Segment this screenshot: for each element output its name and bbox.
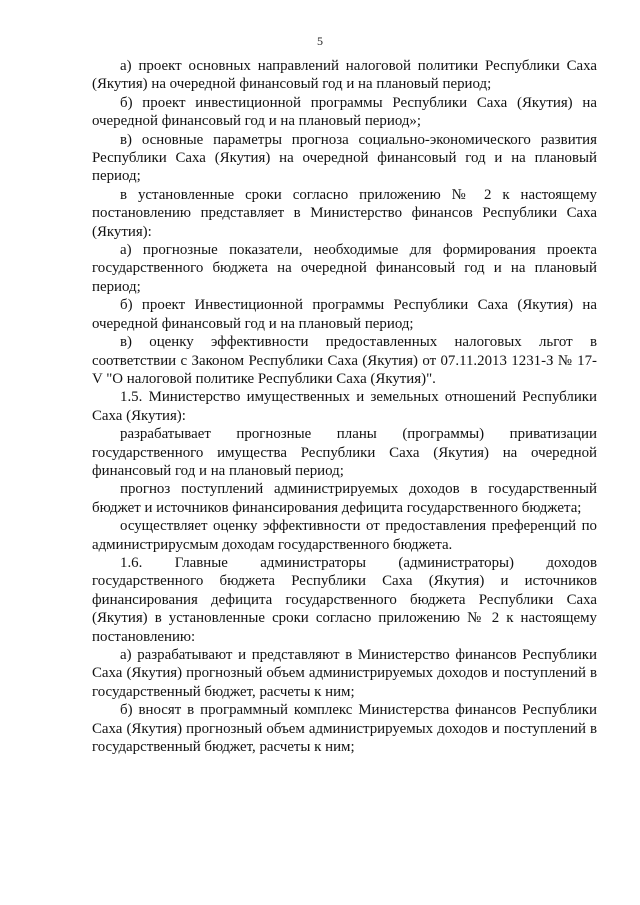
paragraph-submission-deadlines: в установленные сроки согласно приложению № 2 к настоящему постановлению представляет в Министерство финансов Республики Саха (Якутия): — [92, 186, 597, 240]
paragraph-forecast-indicators: а) прогнозные показатели, необходимые для формирования проекта государственного бюджета на очередной финансовый год и на плановый период; — [92, 242, 597, 295]
paragraph-privatization-plans: разрабатывает прогнозные планы (программы) приватизации государственного имущества Республики Саха (Якутия) на очередной финансовый год и на плановый период; — [92, 426, 597, 479]
page-number: 5 — [317, 34, 323, 48]
paragraph-investment-program: б) проект Инвестиционной программы Республики Саха (Якутия) на очередной финансовый год и на плановый период; — [92, 297, 597, 332]
document-body — [92, 57, 597, 756]
paragraph-tax-policy-draft: а) проект основных направлений налоговой политики Республики Саха (Якутия) на очередной финансовый год и на плановый период; — [92, 58, 597, 93]
paragraph-preferences-evaluation: осуществляет оценку эффективности от предоставления преференций по администрирусмым доходам государственного бюджета. — [92, 518, 597, 553]
paragraph-forecast-parameters: в) основные параметры прогноза социально-экономического развития Республики Саха (Якутия) на очередной финансовый год и на плановый период; — [92, 131, 597, 185]
paragraph-investment-program-draft: б) проект инвестиционной программы Республики Саха (Якутия) на очередной финансовый год и на плановый период»; — [92, 94, 597, 130]
paragraph-section-1-6: 1.6. Главные администраторы (администраторы) доходов государственного бюджета Республики Саха (Якутия) и источников финансирования дефицита государственного бюджета Республики Саха (Якутия) в установленные сроки согласно приложению № 2 к настоящему постановлению: — [92, 554, 597, 645]
paragraph-tax-benefits-evaluation: в) оценку эффективности предоставленных налоговых льгот в соответствии с Законом Республики Саха (Якутия) от 07.11.2013 1231-З № 17-V "О налоговой политике Республики Саха (Якутия)". — [92, 334, 597, 387]
paragraph-develop-and-submit: а) разрабатывают и представляют в Министерство финансов Республики Саха (Якутия) прогнозный объем администрируемых доходов и поступлений в государственный бюджет, расчеты к ним; — [92, 647, 597, 700]
paragraph-section-1-5: 1.5. Министерство имущественных и земельных отношений Республики Саха (Якутия): — [92, 389, 597, 424]
paragraph-enter-into-software: б) вносят в программный комплекс Министерства финансов Республики Саха (Якутия) прогнозный объем администрируемых доходов и поступлений в государственный бюджет, расчеты к ним; — [92, 702, 597, 756]
paragraph-revenue-forecast: прогноз поступлений администрируемых доходов в государственный бюджет и источников финансирования дефицита государственного бюджета; — [92, 481, 597, 516]
